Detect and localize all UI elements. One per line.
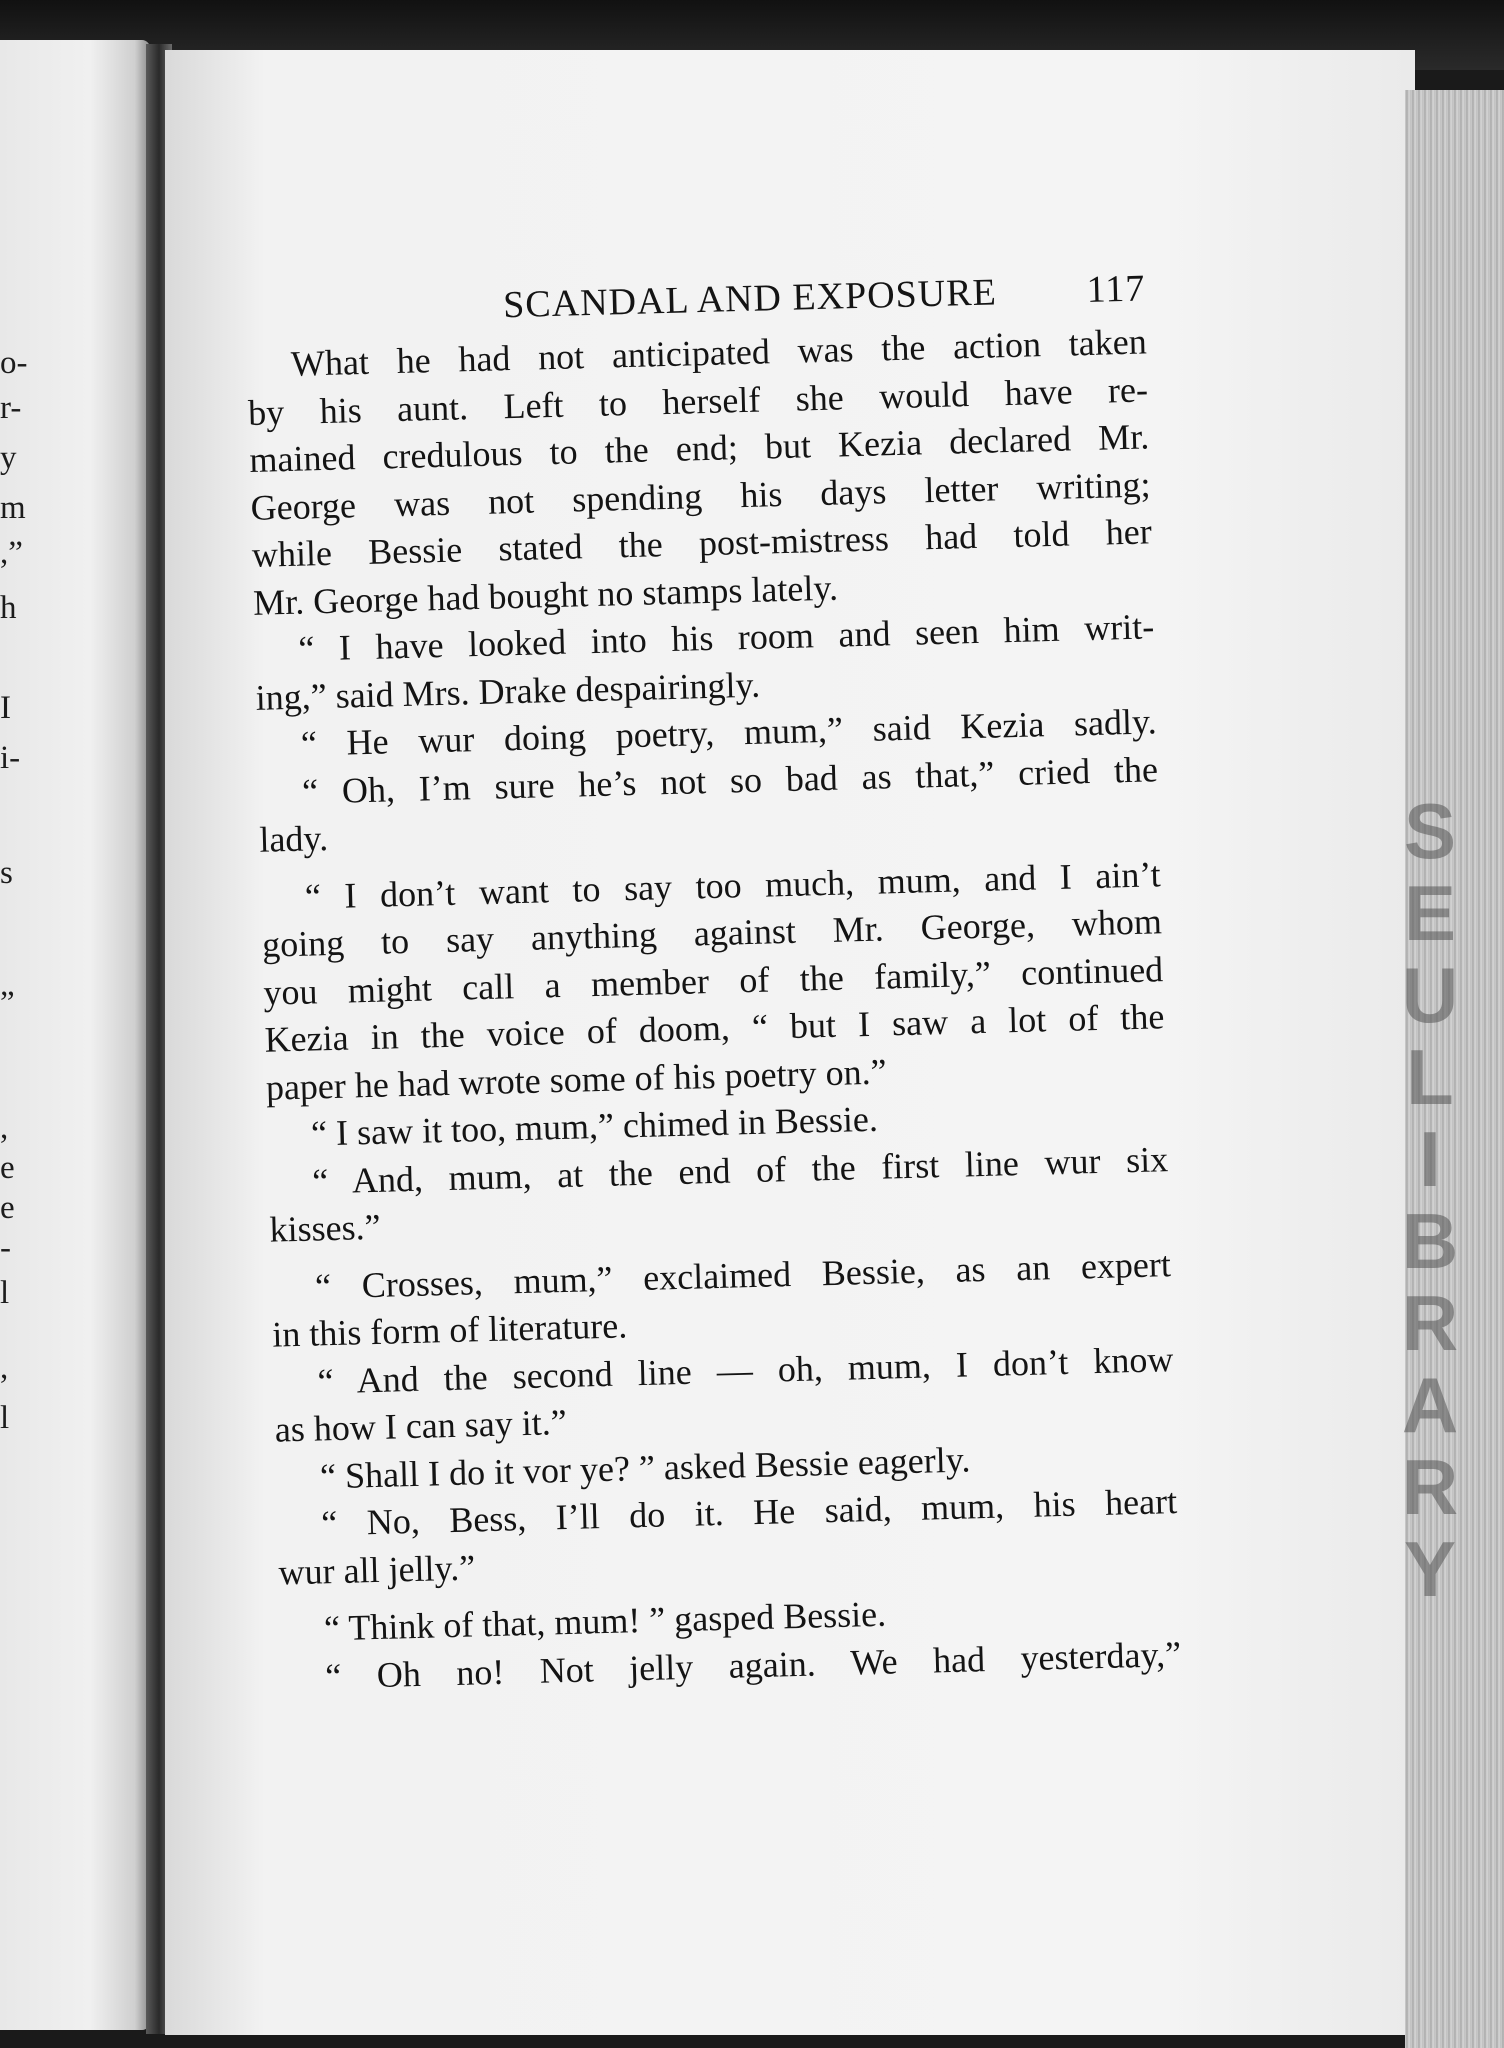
text-line: “ Oh, I’m sure he’s not so bad as that,” cried the [301,748,1159,812]
stamp-letter: E [1403,869,1457,957]
text-line: by his aunt. Left to herself she would have re- [247,368,1149,433]
margin-fragment: I [0,690,11,726]
text-line: Kezia in the voice of doom, “ but I saw a lot of the [264,996,1165,1060]
stamp-letter: L [1406,1033,1454,1121]
margin-fragment: e [0,1150,15,1186]
text-line: Mr. George had bought no stamps lately. [252,567,839,623]
text-line: in this form of literature. [271,1305,628,1355]
margin-fragment: o- [0,345,28,381]
text-line: ing,” said Mrs. Drake despairingly. [255,664,761,718]
stamp-letter: S [1403,787,1457,875]
margin-fragment: , [0,1110,9,1146]
text-line: “ I have looked into his room and seen him writ- [297,606,1155,669]
margin-fragment: ” [0,985,15,1021]
margin-fragment: i- [0,740,21,776]
stamp-letter: Y [1403,1525,1457,1613]
text-line: “ Shall I do it vor ye? ” asked Bessie eagerly. [319,1438,971,1496]
text-line: “ No, Bess, I’ll do it. He said, mum, his heart [320,1481,1178,1544]
stamp-letter: R [1401,1279,1459,1367]
text-line: kisses.” [269,1206,382,1250]
stamp-letter: A [1401,1361,1459,1449]
margin-fragment: l [0,1400,10,1436]
margin-fragment: y [0,440,17,476]
margin-fragment: - [0,1230,11,1266]
text-line: “ Think of that, mum! ” gasped Bessie. [323,1593,887,1649]
running-title: SCANDAL AND EXPOSURE [502,271,998,327]
text-line: “ I don’t want to say too much, mum, and I ain’t [304,853,1162,917]
text-line: lady. [258,818,329,860]
text-line: “ And, mum, at the end of the first line wur six [311,1138,1169,1202]
margin-fragment: r- [0,390,22,426]
margin-fragment: m [0,490,26,526]
text-line: “ I saw it too, mum,” chimed in Bessie. [310,1098,879,1154]
text-line: paper he had wrote some of his poetry on.” [265,1050,887,1108]
page-text-block [245,266,1182,1701]
text-line: while Bessie stated the post-mistress had told her [251,511,1153,575]
text-line: What he had not anticipated was the action taken [290,321,1148,384]
page-body [246,318,1181,1701]
text-line: “ Oh no! Not jelly again. We had yesterday,” [324,1633,1182,1696]
margin-fragment: ,” [0,535,23,571]
text-line: “ Crosses, mum,” exclaimed Bessie, as an expert [314,1243,1172,1306]
text-line: mained credulous to the end; but Kezia declared Mr. [248,416,1150,480]
text-line: “ And the second line — oh, mum, I don’t know [317,1338,1174,1401]
text-line: George was not spending his days letter writing; [250,463,1151,528]
text-line: you might call a member of the family,” continued [262,948,1164,1013]
margin-fragment: e [0,1190,15,1226]
stamp-letter: B [1401,1197,1459,1285]
margin-fragment: h [0,590,17,626]
text-line: going to say anything against Mr. George, whom [261,901,1163,965]
margin-fragment: s [0,855,13,891]
text-line: wur all jelly.” [278,1546,476,1593]
page-number: 117 [1086,267,1146,311]
stamp-letter: I [1419,1115,1441,1203]
stamp-letter: U [1401,951,1459,1039]
margin-fragment: , [0,1350,9,1386]
left-page-margin-text [0,0,40,2048]
text-line: “ He wur doing poetry, mum,” said Kezia sadly. [300,701,1158,764]
stamp-letter: R [1401,1443,1459,1531]
library-edge-stamp [1375,787,1485,1613]
text-line: as how I can say it.” [274,1401,568,1450]
margin-fragment: l [0,1275,10,1311]
